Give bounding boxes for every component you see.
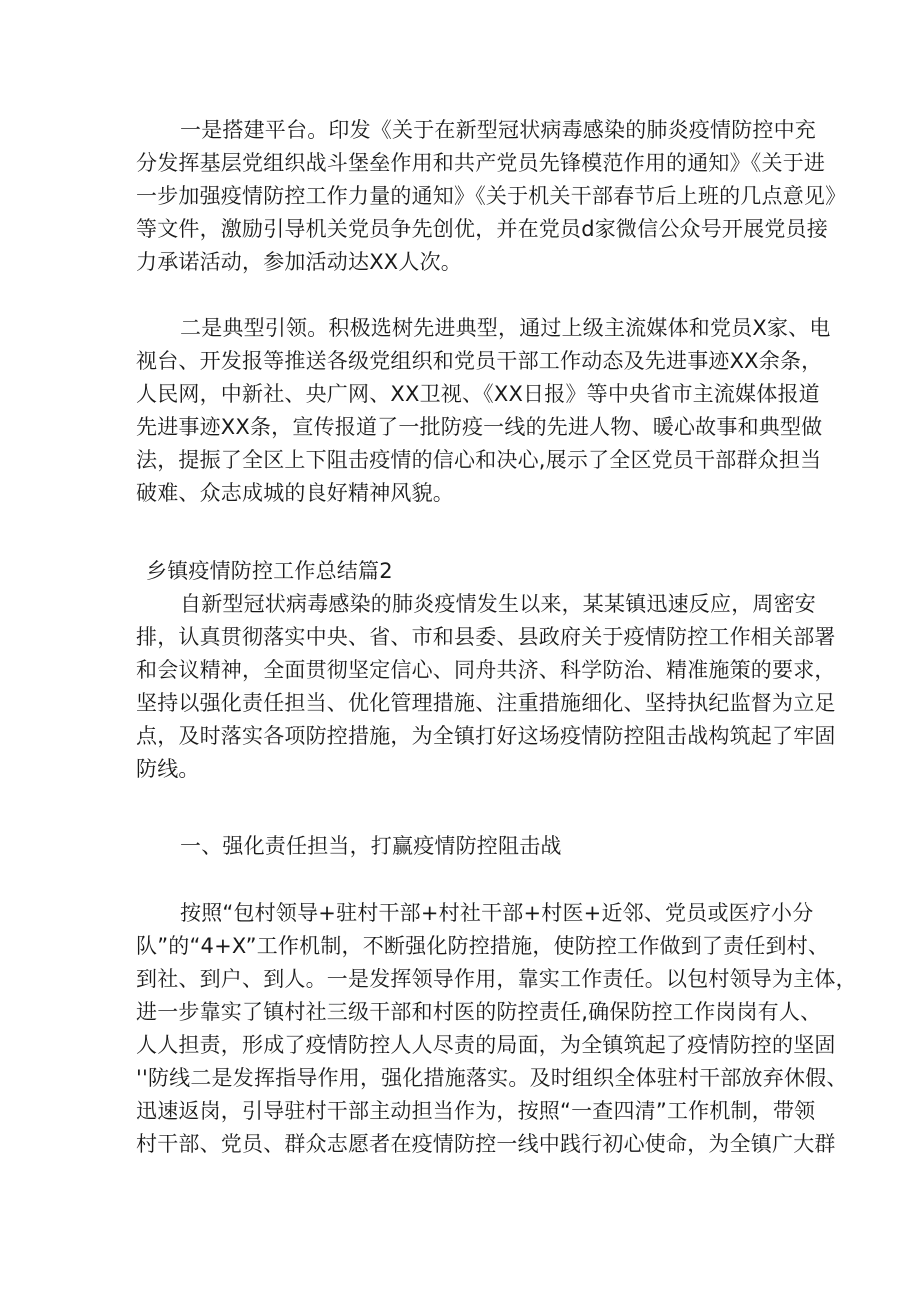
text-line: 按照“包村领导+驻村干部+村社干部+村医+近邻、党员或医疗小分 xyxy=(180,901,814,925)
text-line: 人人担责，形成了疫情防控人人尽责的局面，为全镇筑起了疫情防控的坚固 xyxy=(136,1033,836,1057)
text-line: 进一步靠实了镇村社三级干部和村医的防控责任,确保防控工作岗岗有人、 xyxy=(136,1000,822,1024)
text-line: 自新型冠状病毒感染的肺炎疫情发生以来，某某镇迅速反应，周密安 xyxy=(180,592,816,616)
text-line: 二是典型引领。积极选树先进典型，通过上级主流媒体和党员X家、电 xyxy=(180,316,831,340)
text-line: 视台、开发报等推送各级党组织和党员干部工作动态及先进事迹XX余条， xyxy=(136,349,823,373)
text-line: 到社、到户、到人。一是发挥领导作用，靠实工作责任。以包村领导为主体， xyxy=(136,967,857,991)
text-line: 迅速返岗，引导驻村干部主动担当作为，按照“一查四清”工作机制，带领 xyxy=(136,1099,816,1123)
text-line: 一、强化责任担当，打赢疫情防控阻击战 xyxy=(180,834,562,858)
text-line: 乡镇疫情防控工作总结篇2 xyxy=(146,559,393,583)
text-line: 一是搭建平台。印发《关于在新型冠状病毒感染的肺炎疫情防控中充 xyxy=(180,118,816,142)
text-line: ''防线二是发挥指导作用，强化措施落实。及时组织全体驻村干部放弃休假、 xyxy=(136,1066,848,1090)
text-line: 力承诺活动，参加活动达XX人次。 xyxy=(136,250,462,274)
text-line: 一步加强疫情防控工作力量的通知》《关于机关干部春节后上班的几点意见》 xyxy=(136,184,847,208)
text-line: 防线。 xyxy=(136,757,200,781)
text-line: 分发挥基层党组织战斗堡垒作用和共产党员先锋模范作用的通知》《关于进 xyxy=(136,151,826,175)
text-line: 排，认真贯彻落实中央、省、市和县委、县政府关于疫情防控工作相关部署 xyxy=(136,625,836,649)
text-line: 坚持以强化责任担当、优化管理措施、注重措施细化、坚持执纪监督为立足 xyxy=(136,691,836,715)
text-line: 和会议精神，全面贯彻坚定信心、同舟共济、科学防治、精准施策的要求， xyxy=(136,658,836,682)
text-line: 先进事迹XX条，宣传报道了一批防疫一线的先进人物、暖心故事和典型做 xyxy=(136,415,823,439)
text-line: 人民网，中新社、央广网、XX卫视、《XX日报》等中央省市主流媒体报道 xyxy=(136,382,820,406)
text-line: 破难、众志成城的良好精神风貌。 xyxy=(136,481,454,505)
text-line: 村干部、党员、群众志愿者在疫情防控一线中践行初心使命，为全镇广大群 xyxy=(136,1132,836,1156)
text-line: 法，提振了全区上下阻击疫情的信心和决心,展示了全区党员干部群众担当 xyxy=(136,448,822,472)
text-line: 点，及时落实各项防控措施，为全镇打好这场疫情防控阻击战构筑起了牢固 xyxy=(136,724,836,748)
text-line: 队”的“4+X”工作机制，不断强化防控措施，使防控工作做到了责任到村、 xyxy=(136,934,830,958)
text-line: 等文件，激励引导机关党员争先创优，并在党员d家微信公众号开展党员接 xyxy=(136,217,828,241)
